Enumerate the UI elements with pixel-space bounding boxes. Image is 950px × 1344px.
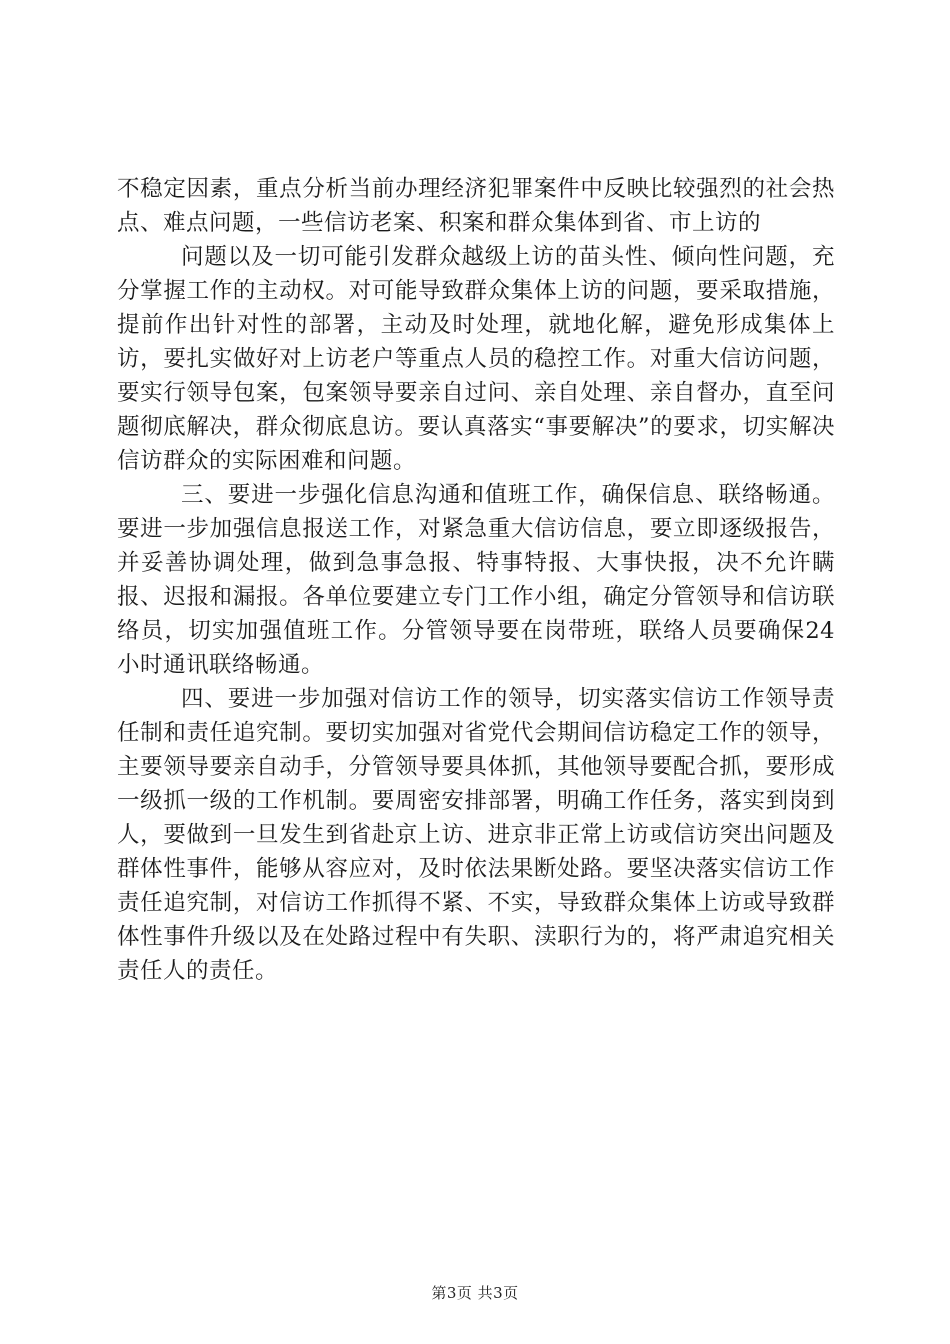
page-number-footer: 第3页 共3页 (431, 1284, 519, 1302)
paragraph-section-three: 三、要进一步强化信息沟通和值班工作，确保信息、联络畅通。要进一步加强信息报送工作，对紧急重大信访信息，要立即逐级报告，并妥善协调处理，做到急事急报、特事特报、大事快报，决不允许瞒报、迟报和漏报。各单位要建立专门工作小组，确定分管领导和信访联络员，切实加强值班工作。分管领导要在岗带班，联络人员要确保24小时通讯联络畅通。 (117, 482, 835, 678)
document-body (117, 172, 835, 988)
paragraph-problems: 问题以及一切可能引发群众越级上访的苗头性、倾向性问题，充分掌握工作的主动权。对可能导致群众集体上访的问题，要采取措施，提前作出针对性的部署，主动及时处理，就地化解，避免形成集体上访，要扎实做好对上访老户等重点人员的稳控工作。对重大信访问题，要实行领导包案，包案领导要亲自过问、亲自处理、亲自督办，直至问题彻底解决，群众彻底息访。要认真落实“事要解决”的要求，切实解决信访群众的实际困难和问题。 (117, 244, 835, 474)
paragraph-continuation: 不稳定因素，重点分析当前办理经济犯罪案件中反映比较强烈的社会热点、难点问题，一些信访老案、积案和群众集体到省、市上访的 (117, 176, 835, 236)
paragraph-section-four: 四、要进一步加强对信访工作的领导，切实落实信访工作领导责任制和责任追究制。要切实加强对省党代会期间信访稳定工作的领导，主要领导要亲自动手，分管领导要具体抓，其他领导要配合抓，要形成一级抓一级的工作机制。要周密安排部署，明确工作任务，落实到岗到人，要做到一旦发生到省赴京上访、进京非正常上访或信访突出问题及群体性事件，能够从容应对，及时依法果断处路。要坚决落实信访工作责任追究制，对信访工作抓得不紧、不实，导致群众集体上访或导致群体性事件升级以及在处路过程中有失职、渎职行为的，将严肃追究相关责任人的责任。 (117, 686, 835, 984)
